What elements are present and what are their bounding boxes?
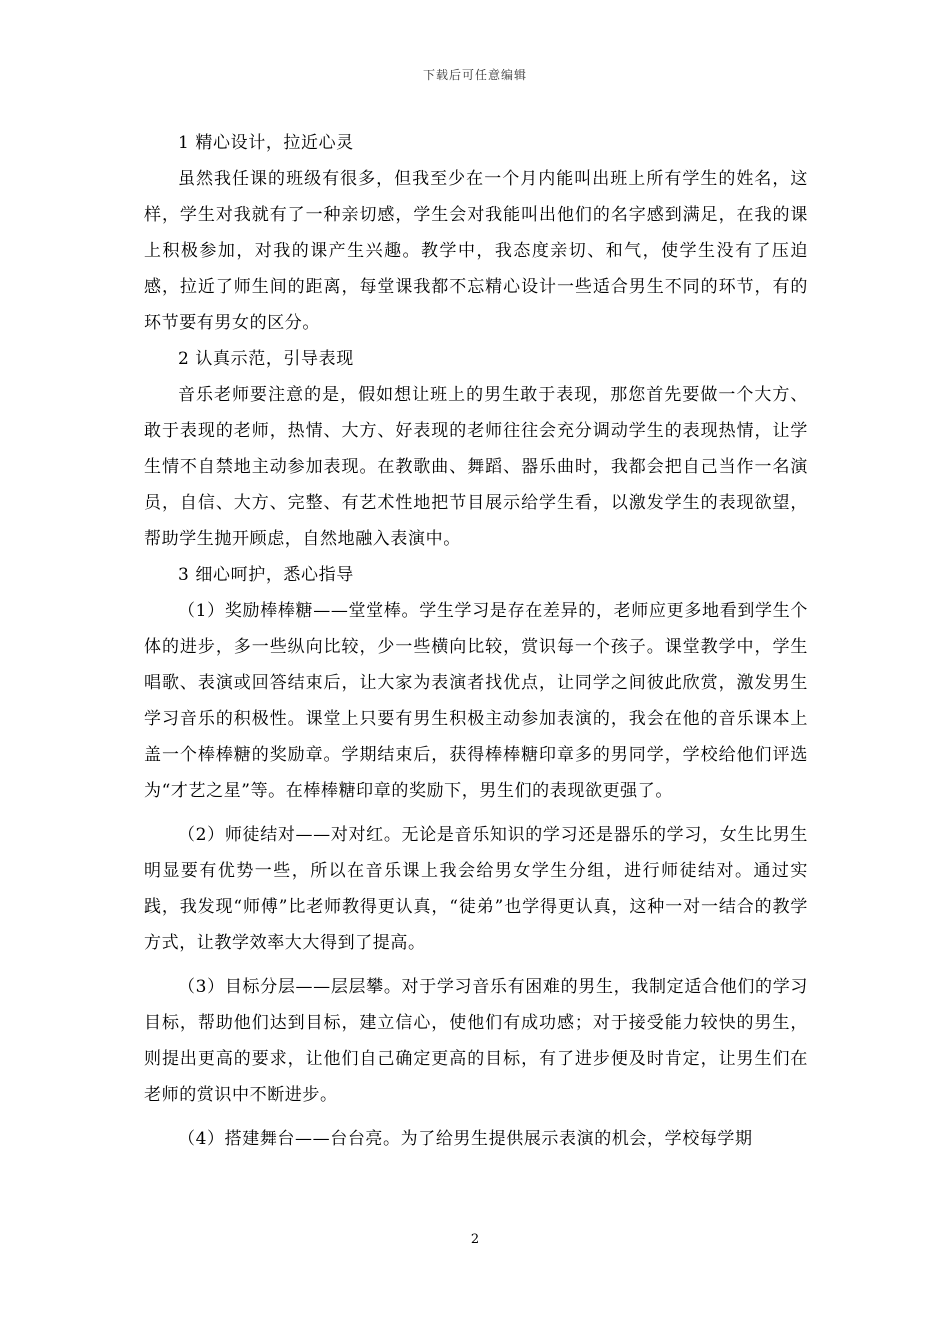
document-body: [144, 125, 808, 1157]
section-heading-3: 3 细心呵护，悉心指导: [178, 565, 354, 585]
paragraph-3: （1）奖励棒棒糖——堂堂棒。学生学习是存在差异的，老师应更多地看到学生个体的进步，多一些纵向比较，少一些横向比较，赏识每一个孩子。课堂教学中，学生唱歌、表演或回答结束后，让大家为表演者找优点，让同学之间彼此欣赏，激发男生学习音乐的积极性。课堂上只要有男生积极主动参加表演的，我会在他的音乐课本上盖一个棒棒糖的奖励章。学期结束后，获得棒棒糖印章多的男同学，学校给他们评选为“才艺之星”等。在棒棒糖印章的奖励下，男生们的表现欲更强了。: [144, 601, 808, 801]
paragraph-6: （4）搭建舞台——台台亮。为了给男生提供展示表演的机会，学校每学期: [178, 1129, 753, 1149]
page-number: 2: [470, 1232, 480, 1247]
paragraph-1: 虽然我任课的班级有很多，但我至少在一个月内能叫出班上所有学生的姓名，这样，学生对我就有了一种亲切感，学生会对我能叫出他们的名字感到满足，在我的课上积极参加，对我的课产生兴趣。教学中，我态度亲切、和气，使学生没有了压迫感，拉近了师生间的距离，每堂课我都不忘精心设计一些适合男生不同的环节，有的环节要有男女的区分。: [144, 169, 808, 333]
page-header: 下载后可任意编辑: [422, 68, 527, 82]
paragraph-4: （2）师徒结对——对对红。无论是音乐知识的学习还是器乐的学习，女生比男生明显要有优势一些，所以在音乐课上我会给男女学生分组，进行师徒结对。通过实践，我发现“师傅”比老师教得更认真，“徒弟”也学得更认真，这种一对一结合的教学方式，让教学效率大大得到了提高。: [144, 825, 808, 953]
paragraph-2: 音乐老师要注意的是，假如想让班上的男生敢于表现，那您首先要做一个大方、敢于表现的老师，热情、大方、好表现的老师往往会充分调动学生的表现热情，让学生情不自禁地主动参加表现。在教歌曲、舞蹈、器乐曲时，我都会把自己当作一名演员，自信、大方、完整、有艺术性地把节目展示给学生看，以激发学生的表现欲望，帮助学生抛开顾虑，自然地融入表演中。: [144, 385, 808, 549]
paragraph-5: （3）目标分层——层层攀。对于学习音乐有困难的男生，我制定适合他们的学习目标，帮助他们达到目标，建立信心，使他们有成功感；对于接受能力较快的男生，则提出更高的要求，让他们自己确定更高的目标，有了进步便及时肯定，让男生们在老师的赏识中不断进步。: [144, 977, 808, 1105]
section-heading-1: 1 精心设计，拉近心灵: [178, 133, 354, 153]
section-heading-2: 2 认真示范，引导表现: [178, 349, 354, 369]
